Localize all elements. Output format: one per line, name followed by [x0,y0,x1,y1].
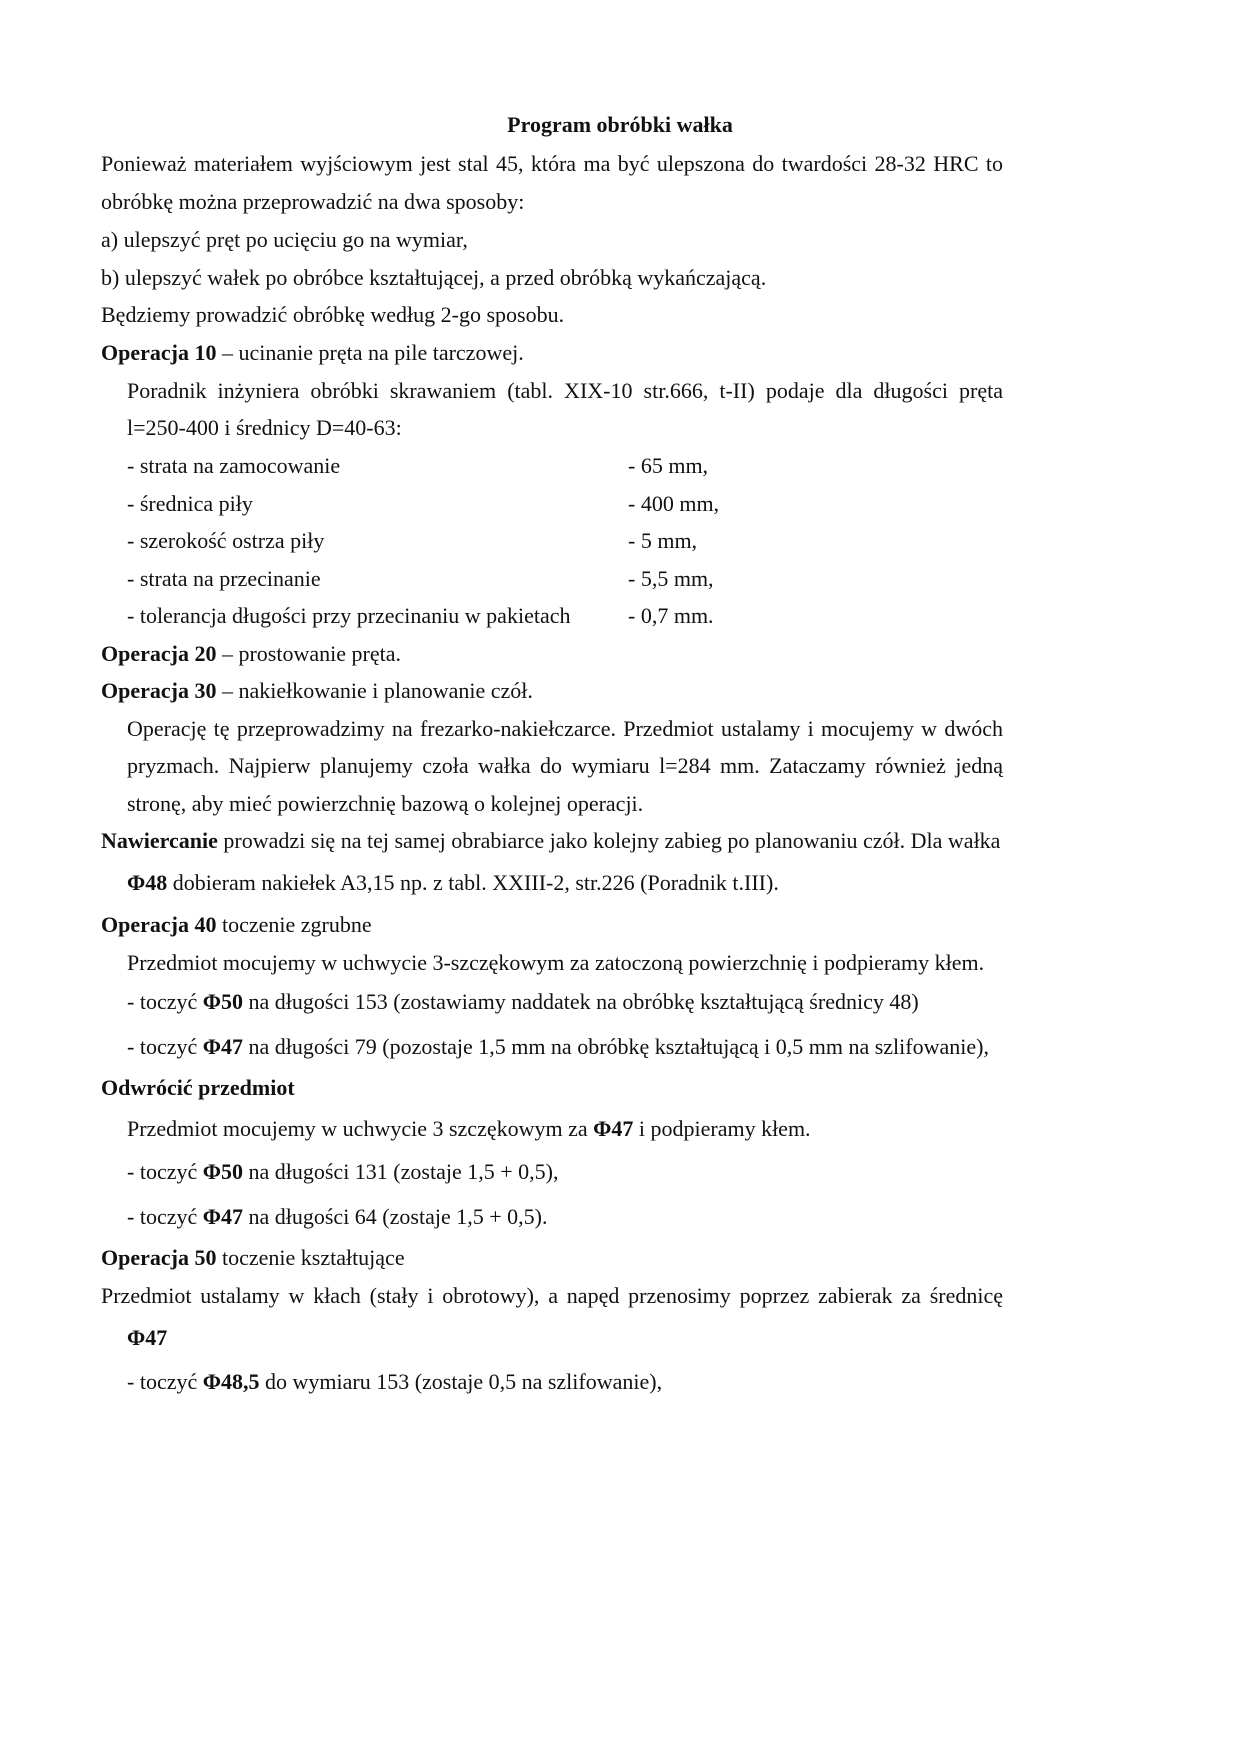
step-prefix: - toczyć [127,1369,203,1394]
param-name: - średnica piły [127,491,253,516]
diameter-symbol: Φ47 [202,1204,243,1229]
diameter-symbol: Φ48,5 [202,1369,260,1394]
operation-10-label: Operacja 10 [101,340,217,365]
step-prefix: - toczyć [127,1204,203,1229]
nawiercanie-label: Nawiercanie [101,828,218,853]
op30-paragraph-line-3: stronę, aby mieć powierzchnię bazową o kolejnej operacji. [127,791,644,816]
flip-label: Odwrócić przedmiot [101,1075,295,1100]
param-value: - 65 mm, [628,453,709,478]
operation-30-label: Operacja 30 [101,678,217,703]
param-name: - strata na zamocowanie [127,453,341,478]
method-choice: Będziemy prowadzić obróbkę według 2-go sposobu. [101,302,565,327]
nawiercanie-text: prowadzi się na tej samej obrabiarce jako kolejny zabieg po planowaniu czół. Dla wałka [217,828,1001,853]
flip-paragraph-text: i podpieramy kłem. [633,1116,811,1141]
op30-paragraph-line-2: pryzmach. Najpierw planujemy czoła wałka do wymiaru l=284 mm. Zataczamy również jedną [127,753,1003,778]
operation-40-text: toczenie zgrubne [216,912,372,937]
param-value: - 0,7 mm. [628,603,714,628]
nawiercanie-line-2-text: dobieram nakiełek A3,15 np. z tabl. XXIII-2, str.226 (Poradnik t.III). [167,870,779,895]
operation-30-heading [101,677,533,705]
diameter-symbol: Φ47 [593,1116,634,1141]
op10-paragraph-line-2: l=250-400 i średnicy D=40-63: [127,415,402,440]
option-b: b) ulepszyć wałek po obróbce kształtującej, a przed obróbką wykańczającą. [101,265,767,290]
intro-line-1: Ponieważ materiałem wyjściowym jest stal 45, która ma być ulepszona do twardości 28-32 HRC to [101,151,1003,176]
op40-step-1 [127,988,919,1016]
op50-step-1 [127,1368,662,1396]
operation-50-text: toczenie kształtujące [216,1245,405,1270]
op40-step-2 [127,1033,989,1061]
operation-20-text: – prostowanie pręta. [216,641,401,666]
diameter-symbol: Φ47 [202,1034,243,1059]
diameter-symbol: Φ50 [202,1159,243,1184]
operation-40-heading [101,911,372,939]
page-title: Program obróbki wałka [507,112,733,137]
flip-step-1 [127,1158,558,1186]
param-name: - strata na przecinanie [127,566,321,591]
operation-40-label: Operacja 40 [101,912,217,937]
step-prefix: - toczyć [127,1034,203,1059]
diameter-symbol: Φ47 [127,1325,168,1350]
op50-paragraph-line-2 [127,1324,167,1352]
operation-20-heading [101,640,401,668]
flip-paragraph [127,1115,811,1143]
operation-30-text: – nakiełkowanie i planowanie czół. [216,678,533,703]
operation-50-label: Operacja 50 [101,1245,217,1270]
step-prefix: - toczyć [127,989,203,1014]
operation-10-heading [101,339,524,367]
param-name: - tolerancja długości przy przecinaniu w pakietach [127,603,571,628]
param-value: - 5,5 mm, [628,566,714,591]
step-text: na długości 64 (zostaje 1,5 + 0,5). [242,1204,548,1229]
flip-step-2 [127,1203,547,1231]
param-name: - szerokość ostrza piły [127,528,325,553]
flip-paragraph-prefix: Przedmiot mocujemy w uchwycie 3 szczękowym za [127,1116,594,1141]
param-value: - 5 mm, [628,528,698,553]
step-text: do wymiaru 153 (zostaje 0,5 na szlifowanie), [259,1369,663,1394]
operation-20-label: Operacja 20 [101,641,217,666]
op50-paragraph-line-1: Przedmiot ustalamy w kłach (stały i obrotowy), a napęd przenosimy poprzez zabierak za średnicę [101,1283,1003,1308]
op10-paragraph-line-1: Poradnik inżyniera obróbki skrawaniem (tabl. XIX-10 str.666, t-II) podaje dla długości pręta [127,378,1003,403]
intro-line-2: obróbkę można przeprowadzić na dwa sposoby: [101,189,525,214]
op30-paragraph-line-1: Operację tę przeprowadzimy na frezarko-nakiełczarce. Przedmiot ustalamy i mocujemy w dwóch [127,716,1003,741]
option-a: a) ulepszyć pręt po ucięciu go na wymiar, [101,227,468,252]
nawiercanie-line-2 [127,869,779,897]
operation-10-text: – ucinanie pręta na pile tarczowej. [216,340,524,365]
nawiercanie-line-1 [101,827,1000,855]
step-text: na długości 131 (zostaje 1,5 + 0,5), [242,1159,559,1184]
step-text: na długości 153 (zostawiamy naddatek na obróbkę kształtującą średnicy 48) [242,989,919,1014]
step-prefix: - toczyć [127,1159,203,1184]
op40-paragraph: Przedmiot mocujemy w uchwycie 3-szczękowym za zatoczoną powierzchnię i podpieramy kłem. [127,950,985,975]
step-text: na długości 79 (pozostaje 1,5 mm na obróbkę kształtującą i 0,5 mm na szlifowanie), [242,1034,989,1059]
param-value: - 400 mm, [628,491,720,516]
diameter-symbol: Φ50 [202,989,243,1014]
operation-50-heading [101,1244,405,1272]
flip-heading [101,1074,295,1102]
diameter-symbol: Φ48 [127,870,168,895]
